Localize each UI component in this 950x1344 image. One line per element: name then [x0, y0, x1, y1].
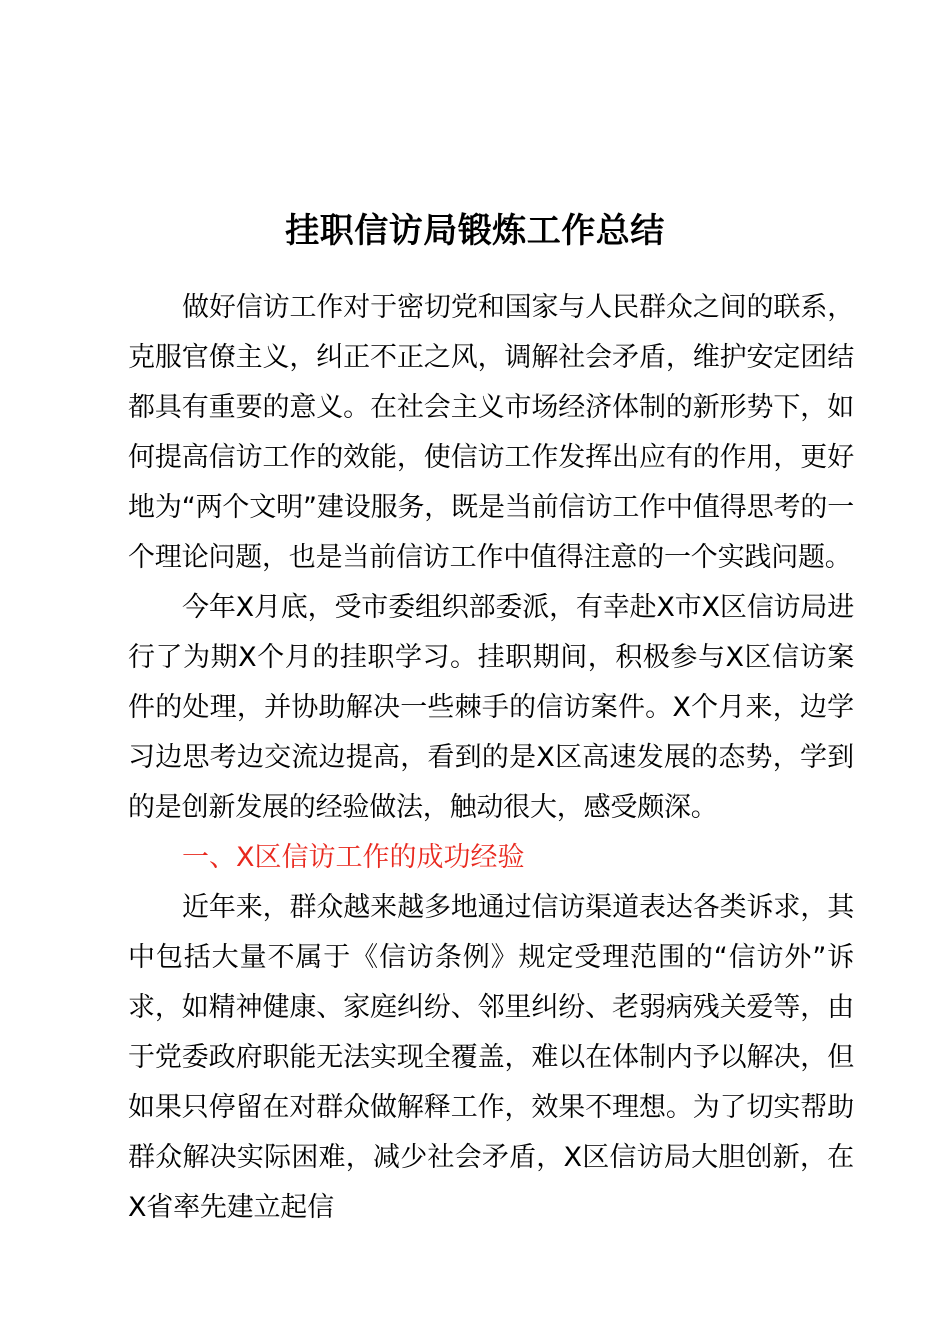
document-body — [128, 283, 854, 1233]
paragraph-section-1: 近年来，群众越来越多地通过信访渠道表达各类诉求，其中包括大量不属于《信访条例》规定受理范围的“信访外”诉求，如精神健康、家庭纠纷、邻里纠纷、老弱病残关爱等，由于党委政府职能无法实现全覆盖，难以在体制内予以解决，但如果只停留在对群众做解释工作，效果不理想。为了切实帮助群众解决实际困难，减少社会矛盾，X区信访局大胆创新，在X省率先建立起信 — [128, 892, 854, 1223]
paragraph-intro: 做好信访工作对于密切党和国家与人民群众之间的联系，克服官僚主义，纠正不正之风，调解社会矛盾，维护安定团结都具有重要的意义。在社会主义市场经济体制的新形势下，如何提高信访工作的效能，使信访工作发挥出应有的作用，更好地为“两个文明”建设服务，既是当前信访工作中值得思考的一个理论问题，也是当前信访工作中值得注意的一个实践问题。 — [128, 292, 854, 573]
document-title: 挂职信访局锻炼工作总结 — [285, 211, 665, 251]
paragraph-background: 今年X月底，受市委组织部委派，有幸赴X市X区信访局进行了为期X个月的挂职学习。挂职期间，积极参与X区信访案件的处理，并协助解决一些棘手的信访案件。X个月来，边学习边思考边交流边提高，看到的是X区高速发展的态势，学到的是创新发展的经验做法，触动很大，感受颇深。 — [128, 592, 854, 823]
section-heading: 一、X区信访工作的成功经验 — [182, 842, 525, 873]
